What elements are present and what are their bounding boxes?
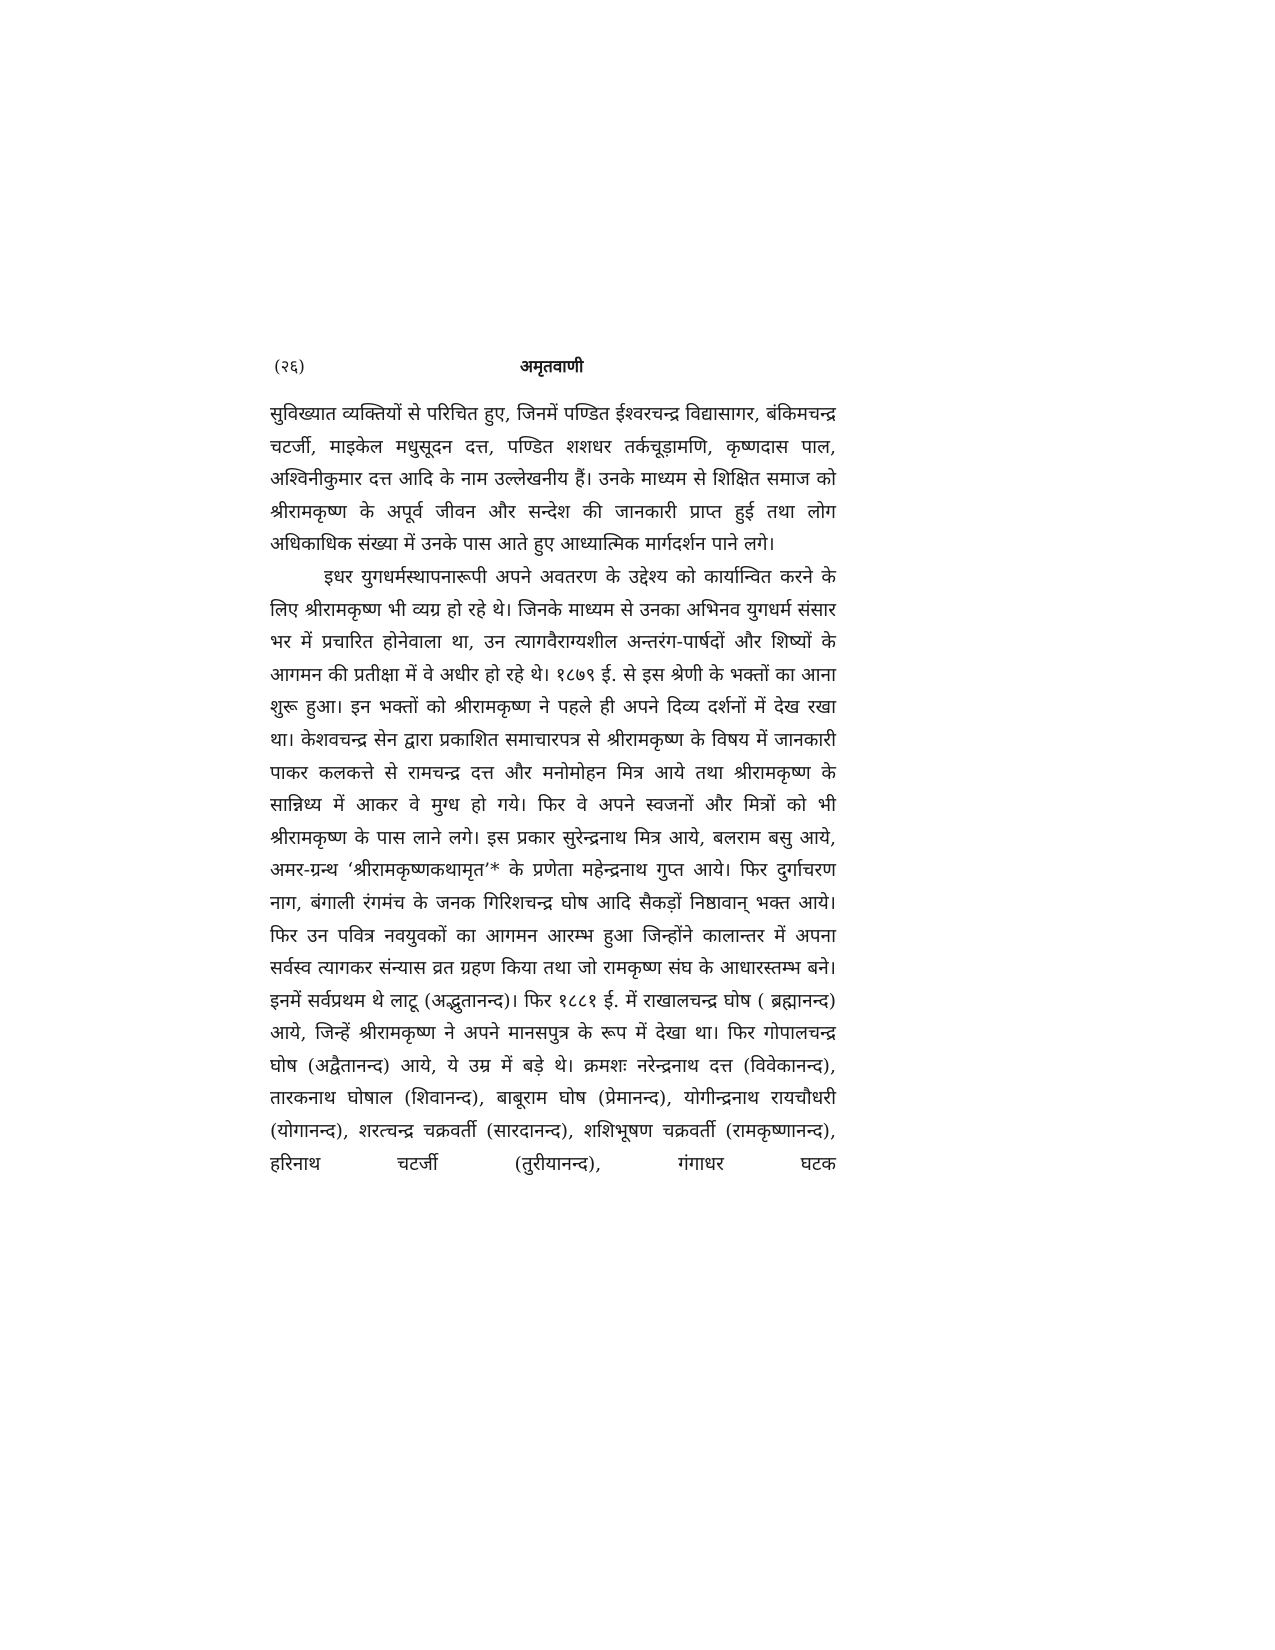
running-title: अमृतवाणी bbox=[520, 357, 584, 377]
page-number: (२६) bbox=[274, 357, 305, 377]
running-head bbox=[270, 350, 836, 380]
book-page bbox=[270, 350, 836, 1180]
paragraph-2: इधर युगधर्मस्थापनारूपी अपने अवतरण के उद्देश्य को कार्यान्वित करने के लिए श्रीरामकृष्ण भी व्यग्र हो रहे थे। जिनके माध्यम से उनका अभिनव युगधर्म संसार भर में प्रचारित होनेवाला था, उन त्यागवैराग्यशील अन्तरंग-पार्षदों और शिष्यों के आगमन की प्रतीक्षा में वे अधीर हो रहे थे। १८७९ ई. से इस श्रेणी के भक्तों का आना शुरू हुआ। इन भक्तों को श्रीरामकृष्ण ने पहले ही अपने दिव्य दर्शनों में देख रखा था। केशवचन्द्र सेन द्वारा प्रकाशित समाचारपत्र से श्रीरामकृष्ण के विषय में जानकारी पाकर कलकत्ते से रामचन्द्र दत्त और मनोमोहन मित्र आये तथा श्रीरामकृष्ण के सान्निध्य में आकर वे मुग्ध हो गये। फिर वे अपने स्वजनों और मित्रों को भी श्रीरामकृष्ण के पास लाने लगे। इस प्रकार सुरेन्द्रनाथ मित्र आये, बलराम बसु आये, अमर-ग्रन्थ ‘श्रीरामकृष्णकथामृत’* के प्रणेता महेन्द्रनाथ गुप्त आये। फिर दुर्गाचरण नाग, बंगाली रंगमंच के जनक गिरिशचन्द्र घोष आदि सैकड़ों निष्ठावान् भक्त आये। फिर उन पवित्र नवयुवकों का आगमन आरम्भ हुआ जिन्होंने कालान्तर में अपना सर्वस्व त्यागकर संन्यास व्रत ग्रहण किया तथा जो रामकृष्ण संघ के आधारस्तम्भ बने। इनमें सर्वप्रथम थे लाटू (अद्भुतानन्द)। फिर १८८१ ई. में राखालचन्द्र घोष ( ब्रह्मानन्द) आये, जिन्हें श्रीरामकृष्ण ने अपने मानसपुत्र के रूप में देखा था। फिर गोपालचन्द्र घोष (अद्वैतानन्द) आये, ये उम्र में बड़े थे। क्रमशः नरेन्द्रनाथ दत्त (विवेकानन्द), तारकनाथ घोषाल (शिवानन्द), बाबूराम घोष (प्रेमानन्द), योगीन्द्रनाथ रायचौधरी (योगानन्द), शरत्चन्द्र चक्रवर्ती (सारदानन्द), शशिभूषण चक्रवर्ती (रामकृष्णानन्द), हरिनाथ चटर्जी (तुरीयानन्द), गंगाधर घटक bbox=[270, 565, 836, 1175]
paragraph-1: सुविख्यात व्यक्तियों से परिचित हुए, जिनमें पण्डित ईश्वरचन्द्र विद्यासागर, बंकिमचन्द्र चटर्जी, माइकेल मधुसूदन दत्त, पण्डित शशधर तर्कचूड़ामणि, कृष्णदास पाल, अश्विनीकुमार दत्त आदि के नाम उल्लेखनीय हैं। उनके माध्यम से शिक्षित समाज को श्रीरामकृष्ण के अपूर्व जीवन और सन्देश की जानकारी प्राप्त हुई तथा लोग अधिकाधिक संख्या में उनके पास आते हुए आध्यात्मिक मार्गदर्शन पाने लगे। bbox=[270, 403, 836, 556]
body-text bbox=[270, 398, 836, 1180]
